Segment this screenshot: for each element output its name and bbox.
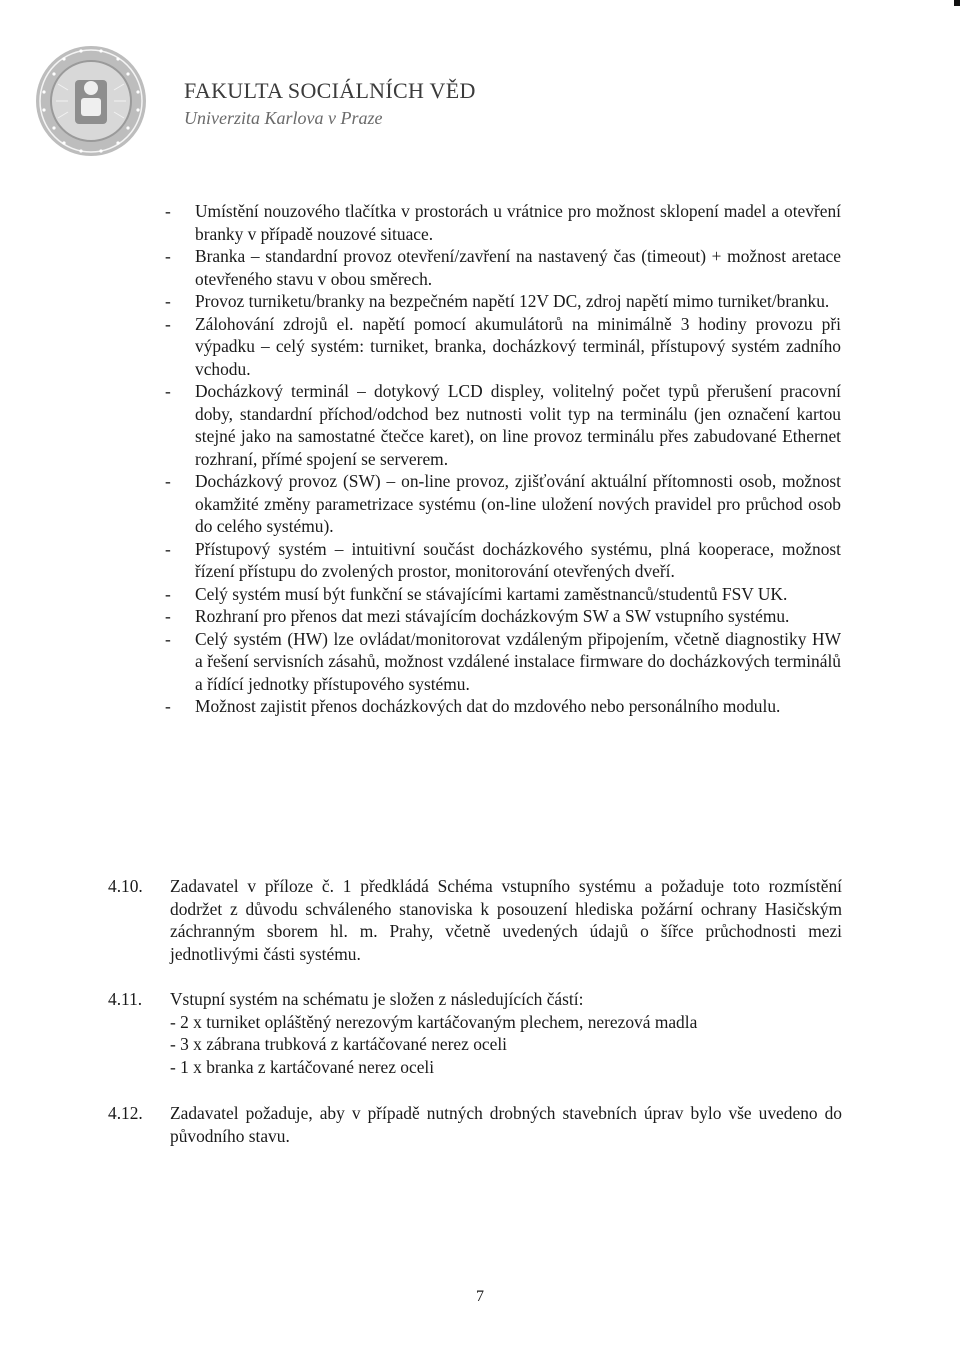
section-text: Zadavatel požaduje, aby v případě nutných drobných stavebních úprav bylo vše uvedeno do původního stavu. bbox=[170, 1103, 842, 1146]
bullet-dash: - bbox=[165, 583, 171, 604]
section-4-10 bbox=[108, 875, 842, 965]
list-item bbox=[165, 628, 841, 696]
bullet-dash: - bbox=[165, 246, 171, 266]
letterhead bbox=[34, 44, 634, 164]
section-4-12 bbox=[108, 1102, 842, 1147]
bullet-dash: - bbox=[165, 538, 171, 559]
list-item bbox=[165, 313, 841, 381]
list-item bbox=[165, 200, 841, 245]
list-item bbox=[165, 245, 841, 290]
list-item-text: Branka – standardní provoz otevření/zavření na nastavený čas (timeout) + možnost aretace otevřeného stavu v obou směrech. bbox=[195, 246, 841, 289]
list-item-text: Docházkový provoz (SW) – on-line provoz, zjišťování aktuální přítomnosti osob, možnost okamžité změny parametrizace systému (on-line uložení nových pravidel pro průchod osob do celého systému). bbox=[195, 471, 841, 536]
section-number: 4.10. bbox=[108, 876, 143, 896]
component-item: - 2 x turniket opláštěný nerezovým kartáčovaným plechem, nerezová madla bbox=[170, 1011, 698, 1032]
university-name: Univerzita Karlova v Praze bbox=[184, 108, 383, 128]
section-text: Zadavatel v příloze č. 1 předkládá Schéma vstupního systému a požaduje toto rozmístění dodržet z důvodu schváleného stanoviska k posouzení hlediska požární ochrany Hasičským záchranným sborem hl. m. Prahy, včetně uvedených údajů o šířce průchodnosti mezi jednotlivými části systému. bbox=[170, 876, 842, 964]
list-item-text: Celý systém musí být funkční se stávajícími kartami zaměstnanců/studentů FSV UK. bbox=[195, 583, 788, 604]
list-item-text: Možnost zajistit přenos docházkových dat do mzdového nebo personálního modulu. bbox=[195, 696, 781, 716]
list-item bbox=[165, 605, 841, 628]
list-item-text: Rozhraní pro přenos dat mezi stávajícím docházkovým SW a SW vstupního systému. bbox=[195, 606, 790, 626]
section-text: Vstupní systém na schématu je složen z následujících částí: bbox=[170, 989, 584, 1009]
list-item bbox=[165, 538, 841, 583]
list-item-text: Umístění nouzového tlačítka v prostorách u vrátnice pro možnost sklopení madel a otevření branky v případě nouzové situace. bbox=[195, 201, 841, 244]
bullet-dash: - bbox=[165, 291, 171, 311]
list-item bbox=[165, 695, 841, 718]
list-item bbox=[165, 470, 841, 538]
bullet-dash: - bbox=[165, 313, 171, 334]
component-item: - 3 x zábrana trubková z kartáčované nerez oceli bbox=[170, 1034, 507, 1054]
list-item-text: Provoz turniketu/branky na bezpečném napětí 12V DC, zdroj napětí mimo turniket/branku. bbox=[195, 291, 830, 311]
list-item bbox=[165, 290, 841, 313]
bullet-dash: - bbox=[165, 628, 171, 649]
page-number: 7 bbox=[476, 1288, 484, 1305]
component-item: - 1 x branka z kartáčované nerez oceli bbox=[170, 1056, 435, 1077]
bullet-dash: - bbox=[165, 471, 171, 491]
list-item-text: Zálohování zdrojů el. napětí pomocí akumulátorů na minimálně 3 hodiny provozu při výpadku – celý systém: turniket, branka, docházkový terminál, přístupový systém zadního vchodu. bbox=[195, 313, 841, 379]
section-number: 4.11. bbox=[108, 989, 143, 1009]
list-item bbox=[165, 583, 841, 606]
list-item bbox=[165, 380, 841, 470]
list-item-text: Docházkový terminál – dotykový LCD displey, volitelný počet typů přerušení pracovní doby, standardní příchod/odchod bez nutnosti volit typ na terminálu (jen označení kartou stejné jako na samostatné čtečce karet), on line provoz terminálu přes zabudované Ethernet rozhraní, přímé spojení se serverem. bbox=[195, 381, 841, 469]
bullet-dash: - bbox=[165, 696, 171, 716]
bullet-dash: - bbox=[165, 606, 171, 626]
list-item-text: Přístupový systém – intuitivní součást docházkového systému, plná kooperace, možnost řízení přístupu do zvolených prostor, monitorování otevřených dveří. bbox=[195, 538, 841, 581]
bullet-dash: - bbox=[165, 381, 171, 401]
faculty-name: FAKULTA SOCIÁLNÍCH VĚD bbox=[184, 78, 476, 103]
bullet-dash: - bbox=[165, 201, 171, 221]
university-seal-icon bbox=[34, 44, 148, 158]
requirements-list bbox=[165, 200, 841, 718]
scan-corner-mark bbox=[954, 0, 960, 6]
section-number: 4.12. bbox=[108, 1103, 143, 1123]
section-4-11 bbox=[108, 988, 842, 1078]
list-item-text: Celý systém (HW) lze ovládat/monitorovat vzdáleným připojením, včetně diagnostiky HW a řešení servisních zásahů, možnost vzdálené instalace firmware do docházkových terminálů a řídící jednotky přístupového systému. bbox=[195, 628, 841, 694]
